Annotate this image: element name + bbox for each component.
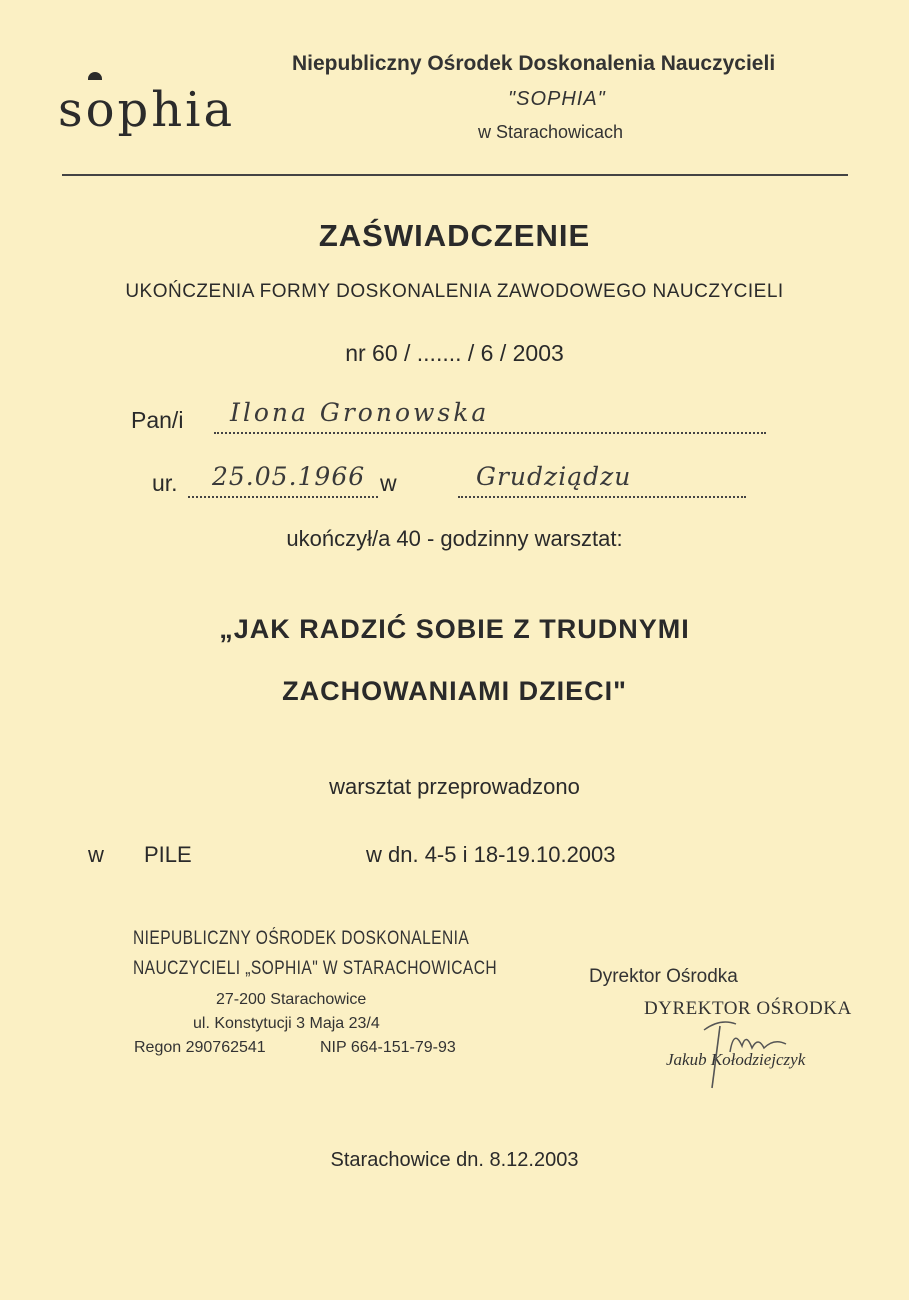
director-stamp-name: Jakub Kołodziejczyk [666,1050,806,1069]
stamp-street: ul. Konstytucji 3 Maja 23/4 [193,1015,380,1032]
document-title: ZAŚWIADCZENIE [318,218,591,253]
director-role: Dyrektor Ośrodka [589,966,738,987]
header-divider [62,174,848,176]
org-full-name: Niepubliczny Ośrodek Doskonalenia Nauczycieli [292,52,776,75]
stamp-postal: 27-200 Starachowice [216,991,367,1008]
stamp-regon: Regon 290762541 [134,1039,266,1056]
birth-place: Grudziądzu [476,462,632,491]
birth-date: 25.05.1966 [212,462,366,491]
org-city: w Starachowicach [478,122,624,142]
stamp-nip: NIP 664-151-79-93 [320,1039,456,1056]
name-value: Ilona Gronowska [230,398,490,427]
certificate-number: nr 60 / ....... / 6 / 2003 [345,340,564,366]
place-prefix: w [88,842,104,867]
logo-mark-icon [88,72,102,80]
director-stamp-role: DYREKTOR OŚRODKA [644,998,852,1019]
workshop-place: PILE [144,842,192,867]
handwritten-signature-icon [690,1008,820,1092]
workshop-title-line1: „JAK RADZIĆ SOBIE Z TRUDNYMI [219,614,690,644]
sophia-logo: sophia [58,82,236,138]
name-label: Pan/i [131,407,184,433]
workshop-dates: w dn. 4-5 i 18-19.10.2003 [366,842,616,867]
birth-place-label: w [380,470,397,496]
org-short-name: "SOPHIA" [508,88,606,110]
issue-place-date: Starachowice dn. 8.12.2003 [330,1149,579,1171]
conducted-text: warsztat przeprowadzono [329,774,580,799]
stamp-org-line2: NAUCZYCIELI „SOPHIA" W STARACHOWICACH [133,958,498,979]
stamp-org-line1: NIEPUBLICZNY OŚRODEK DOSKONALENIA [133,928,470,949]
birth-label: ur. [152,470,178,496]
document-subtitle: UKOŃCZENIA FORMY DOSKONALENIA ZAWODOWEGO NAUCZYCIELI [125,281,784,302]
workshop-title-line2: ZACHOWANIAMI DZIECI" [282,676,627,706]
completed-text: ukończył/a 40 - godzinny warsztat: [286,526,623,551]
